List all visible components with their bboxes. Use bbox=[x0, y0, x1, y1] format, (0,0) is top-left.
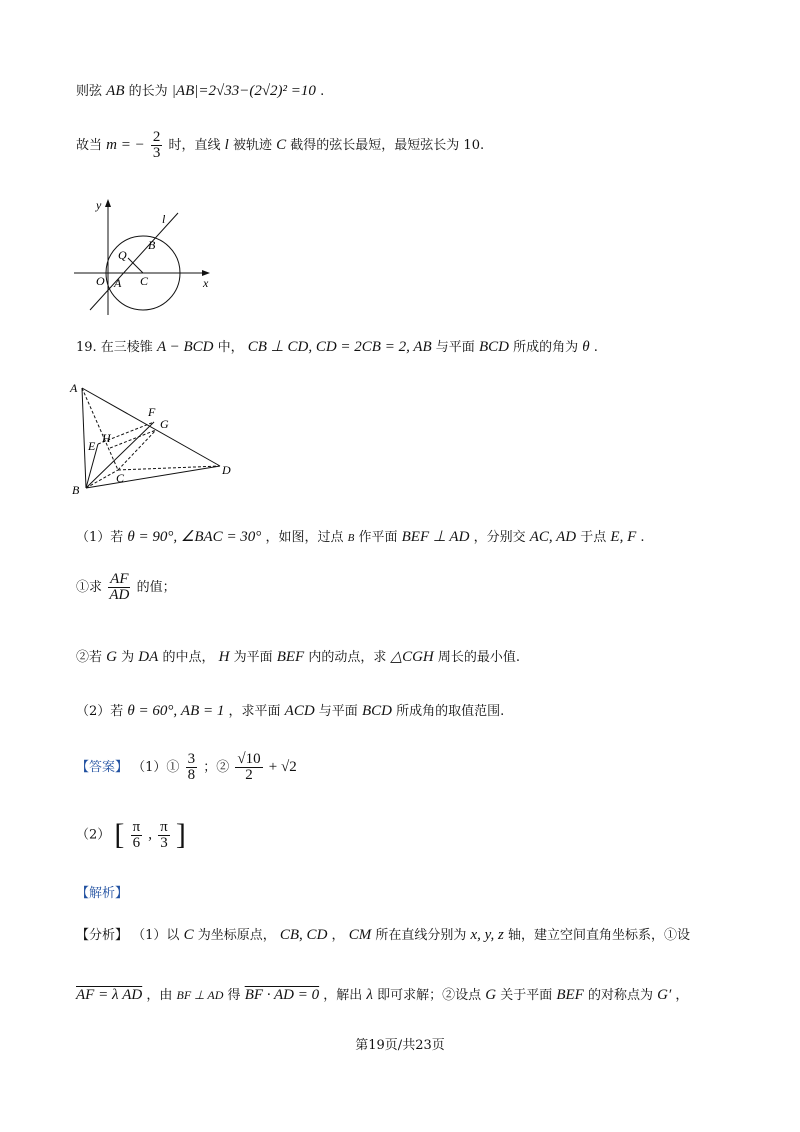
math: AB bbox=[106, 83, 125, 99]
denominator: 3 bbox=[152, 145, 161, 161]
page-footer: 第19页/共23页 bbox=[355, 1038, 445, 1053]
text: 故当 bbox=[76, 138, 103, 153]
math: m = − bbox=[106, 137, 145, 153]
text-line-shortest-chord bbox=[76, 130, 484, 161]
text: 所成的角为 bbox=[513, 340, 579, 355]
left-bracket: [ bbox=[114, 818, 125, 851]
text: 所在直线分别为 bbox=[375, 928, 467, 943]
label-l: l bbox=[162, 212, 166, 226]
math: DA bbox=[138, 649, 159, 665]
text: 与平面 bbox=[318, 704, 358, 719]
label-b: B bbox=[72, 483, 80, 497]
text: （2）若 bbox=[76, 704, 124, 719]
text: 被轨迹 bbox=[232, 138, 272, 153]
y-axis-label: y bbox=[96, 198, 102, 212]
figure-circle-diagram bbox=[70, 195, 220, 325]
math-expression: |AB|=2√33−(2√2)² =10 bbox=[171, 83, 316, 99]
text: 为平面 bbox=[233, 650, 273, 665]
math: A − BCD bbox=[156, 339, 214, 355]
label-g: G bbox=[160, 417, 169, 431]
math: x, y, z bbox=[470, 927, 504, 943]
text: 截得的弦长最短，最短弦长为 10. bbox=[290, 138, 485, 153]
text: 即可求解；②设点 bbox=[377, 988, 482, 1003]
answer-line-2 bbox=[76, 818, 186, 852]
figure-tetrahedron bbox=[68, 378, 248, 498]
label-d: D bbox=[222, 463, 231, 477]
math: CM bbox=[348, 927, 372, 943]
numerator: 2 bbox=[152, 129, 161, 145]
math: C bbox=[276, 137, 287, 153]
text: 轴，建立空间直角坐标系，①设 bbox=[507, 928, 690, 943]
text: 中， bbox=[217, 340, 244, 355]
part-1-sub-1 bbox=[76, 572, 176, 603]
text: . bbox=[593, 340, 598, 355]
text: . bbox=[320, 84, 325, 99]
text: （1）若 bbox=[76, 530, 124, 545]
text: 于点 bbox=[580, 530, 607, 545]
label-c: C bbox=[116, 471, 125, 485]
math: ACD bbox=[284, 703, 315, 719]
math-condition: CB ⊥ CD, CD = 2CB = 2, AB bbox=[247, 339, 432, 355]
text: ，求平面 bbox=[228, 704, 281, 719]
math: BEF bbox=[556, 987, 584, 1003]
denominator: AD bbox=[109, 587, 130, 603]
label-a: A bbox=[114, 276, 122, 290]
numerator: π bbox=[160, 818, 168, 835]
text: 的对称点为 bbox=[588, 988, 654, 1003]
math: BCD bbox=[361, 703, 392, 719]
label-f: F bbox=[148, 405, 156, 419]
math: θ bbox=[582, 339, 590, 355]
text: ；② bbox=[203, 760, 230, 775]
text: ， bbox=[675, 988, 689, 1003]
math: AC, AD bbox=[529, 529, 577, 545]
text-line-chord-length bbox=[76, 80, 324, 100]
analysis-heading: 【解析】 bbox=[76, 886, 129, 901]
part-1 bbox=[76, 526, 645, 546]
text: 周长的最小值. bbox=[437, 650, 521, 665]
label-b: B bbox=[148, 238, 156, 252]
text: ②若 bbox=[76, 650, 103, 665]
label-e: E bbox=[88, 439, 96, 453]
math: + √2 bbox=[268, 759, 297, 775]
denominator: 2 bbox=[245, 767, 253, 783]
text: 的中点， bbox=[162, 650, 215, 665]
math: E, F bbox=[610, 529, 637, 545]
fraction bbox=[186, 752, 198, 783]
denominator: 6 bbox=[132, 834, 141, 851]
question-19 bbox=[76, 336, 598, 356]
math: λ bbox=[366, 987, 373, 1003]
numerator: π bbox=[132, 818, 141, 835]
math: G bbox=[106, 649, 117, 665]
text: ，如图，过点 bbox=[265, 530, 344, 545]
math: BEF bbox=[276, 649, 305, 665]
math: △CGH bbox=[390, 649, 434, 665]
fraction bbox=[158, 820, 170, 851]
math: BCD bbox=[478, 339, 509, 355]
text: ①求 bbox=[76, 580, 103, 595]
math: BF ⊥ AD bbox=[176, 988, 224, 1002]
right-bracket: ] bbox=[175, 818, 186, 851]
x-axis-label: x bbox=[203, 276, 209, 290]
math: C bbox=[183, 927, 194, 943]
math-vector: BF · AD = 0 bbox=[244, 987, 320, 1003]
text: 得 bbox=[227, 988, 241, 1003]
text: 所成角的取值范围. bbox=[396, 704, 505, 719]
denominator: 3 bbox=[160, 834, 168, 851]
text: 内的动点，求 bbox=[308, 650, 387, 665]
label-a: A bbox=[70, 381, 78, 395]
text: （2） bbox=[76, 827, 111, 843]
text: ，由 bbox=[146, 988, 173, 1003]
fraction bbox=[131, 820, 143, 851]
text: . bbox=[640, 530, 645, 545]
comma: , bbox=[148, 826, 153, 843]
fraction bbox=[235, 752, 262, 783]
text: （1）以 bbox=[132, 928, 180, 943]
math: B bbox=[347, 532, 355, 544]
label-h: H bbox=[102, 431, 111, 445]
analysis-line-2 bbox=[76, 984, 688, 1004]
text: 的长为 bbox=[128, 84, 168, 99]
math: CB, CD bbox=[279, 927, 328, 943]
fraction bbox=[151, 130, 163, 161]
math-vector: AF = λ AD bbox=[76, 987, 143, 1003]
math: G bbox=[485, 987, 497, 1003]
numerator: √10 bbox=[237, 751, 261, 767]
text: 作平面 bbox=[358, 530, 398, 545]
text: 为坐标原点， bbox=[197, 928, 276, 943]
math-condition: θ = 60°, AB = 1 bbox=[127, 703, 225, 719]
label-c: C bbox=[140, 274, 149, 288]
text: 时，直线 bbox=[168, 138, 221, 153]
part-2 bbox=[76, 700, 504, 720]
answer-line-1 bbox=[76, 752, 297, 783]
text: 的值； bbox=[136, 580, 176, 595]
label-o: O bbox=[96, 274, 105, 288]
math: G′ bbox=[657, 987, 672, 1003]
analysis-line-1 bbox=[76, 924, 690, 944]
analysis-tag: 【分析】 bbox=[76, 928, 129, 943]
math: BEF ⊥ AD bbox=[401, 529, 470, 545]
math-condition: θ = 90°, ∠BAC = 30° bbox=[127, 529, 262, 545]
numerator: AF bbox=[110, 571, 129, 587]
answer-tag: 【答案】 bbox=[76, 760, 129, 775]
part-1-sub-2 bbox=[76, 646, 520, 666]
numerator: 3 bbox=[187, 751, 196, 767]
label-q: Q bbox=[118, 248, 127, 262]
denominator: 8 bbox=[187, 767, 196, 783]
text: ，分别交 bbox=[473, 530, 526, 545]
text: ， bbox=[331, 928, 345, 943]
text: （1）① bbox=[132, 760, 180, 775]
fraction bbox=[108, 572, 130, 603]
math: l bbox=[224, 137, 229, 153]
text: 19. 在三棱锥 bbox=[76, 340, 153, 355]
text: 则弦 bbox=[76, 84, 103, 99]
text: 与平面 bbox=[435, 340, 475, 355]
text: ，解出 bbox=[323, 988, 363, 1003]
text: 为 bbox=[121, 650, 135, 665]
text: 关于平面 bbox=[500, 988, 553, 1003]
math: H bbox=[218, 649, 230, 665]
